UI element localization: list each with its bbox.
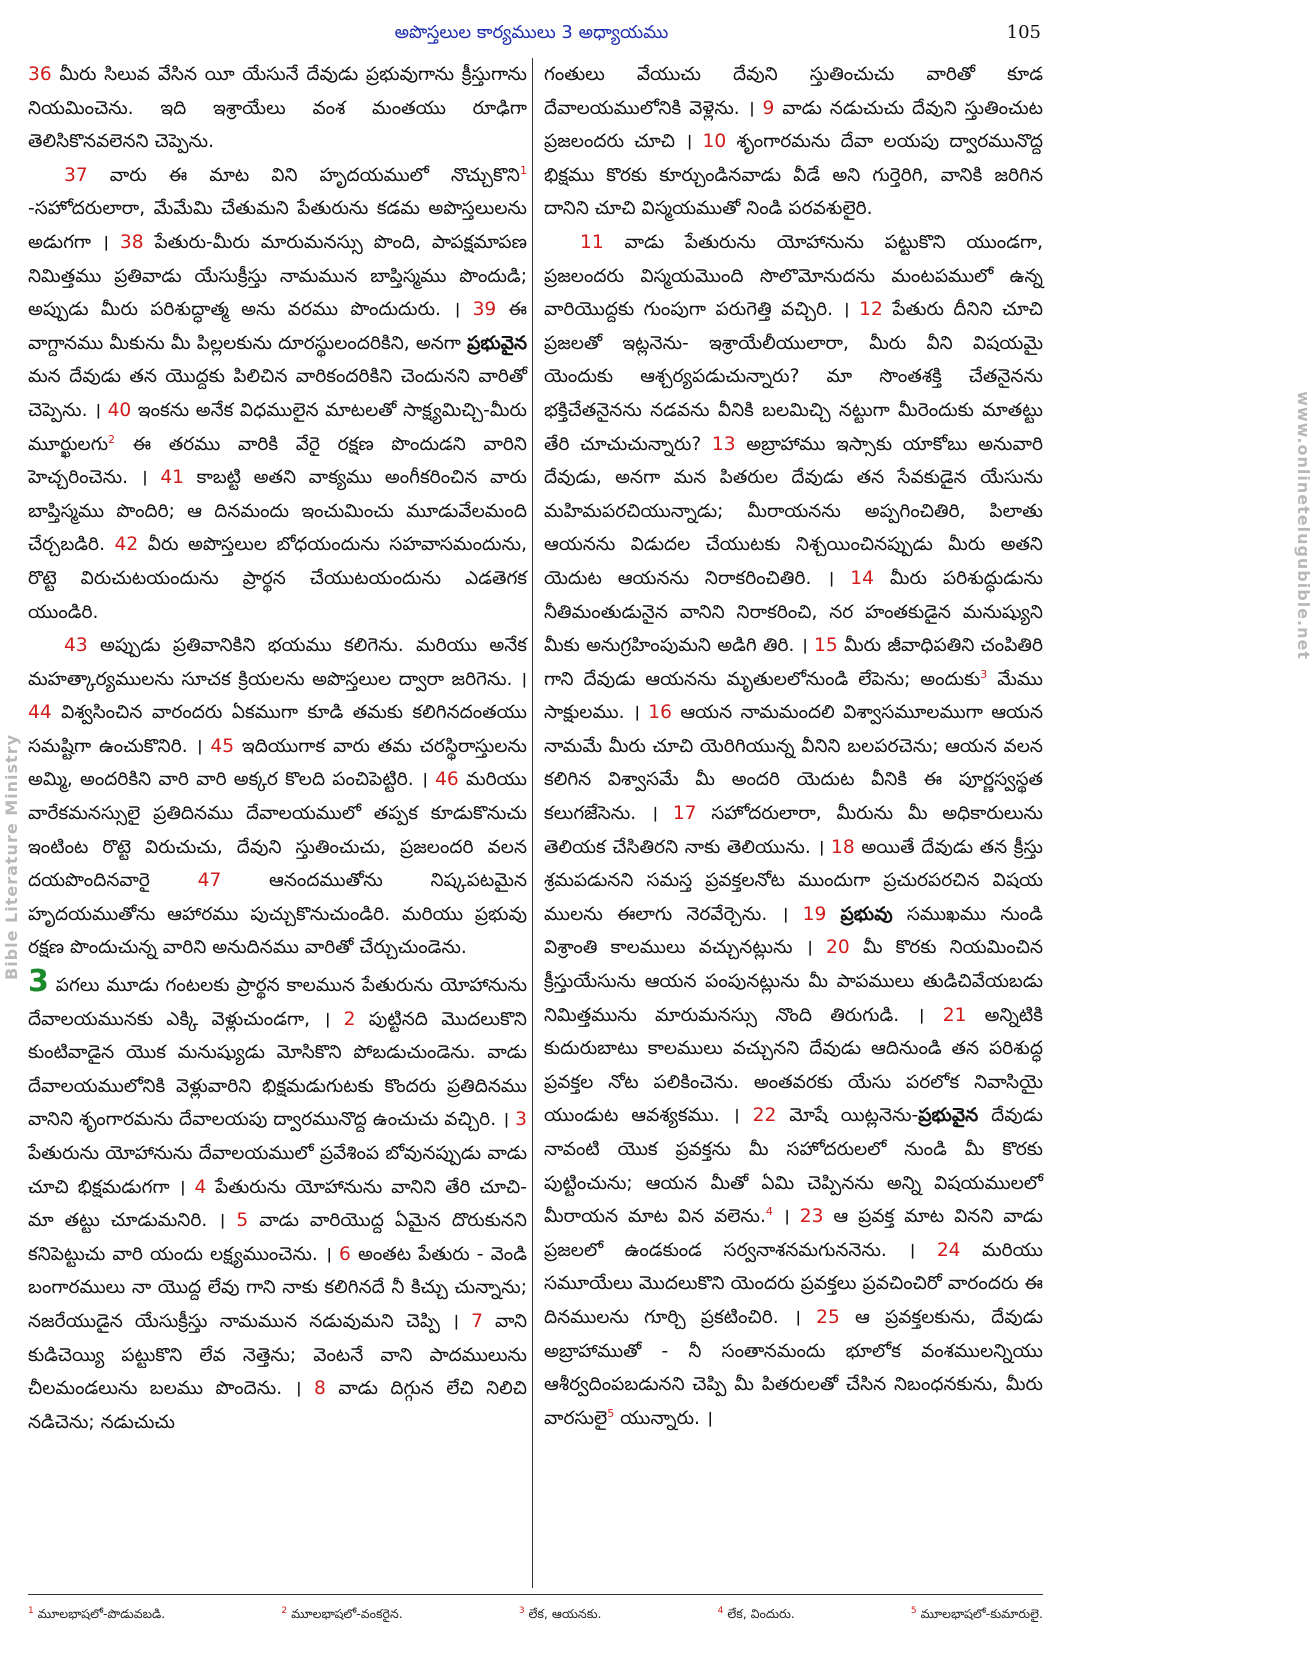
verse-number: 44 (28, 702, 52, 724)
verse-text: పుట్టినది మొదలుకొని కుంటివాడైన యొక మనుష్యుడు మోసికొని పోబడుచుండెను. వాడు దేవాలయములోనికి వెళ్లువారిని భిక్షమడుగుటకు కొందరు ప్రతిదినము వానిని శృంగారమను దేవాలయపు ద్వారమునొద్ద ఉంచుచు వచ్చిరి. । (28, 1008, 527, 1131)
verse-number: 43 (64, 635, 88, 657)
verse-text (826, 904, 840, 925)
verse-text: శృంగారమను దేవా లయపు ద్వారమునొద్ద భిక్షము కొరకు కూర్చుండినవాడు వీడే అని గుర్తెరిగి, వానికి జరిగిన దానిని చూచి విస్మయముతో నిండి పరవశులైరి. (544, 131, 1043, 220)
verse-number: 36 (28, 64, 52, 85)
verse-text: అబ్రాహాము ఇస్సాకు యాకోబు అనువారి దేవుడు, అనగా మన పితరుల దేవుడు తన సేవకుడైన యేసును మహిమపరచియున్నాడు; మీరాయనను అప్పగించితిరి, పిలాతు ఆయనను విడుదల చేయుటకు నిశ్చయించినప్పుడు మీరు అతని యెదుట ఆయనను నిరాకరించితిరి. । (544, 433, 1043, 589)
footnote (718, 1606, 795, 1634)
verse-text: విశ్వసించిన వారందరు ఏకముగా కూడి తమకు కలిగినదంతయు సమష్టిగా ఉంచుకొనిరి. । (28, 702, 527, 757)
verse-text: వాడు నడుచుచు దేవుని స్తుతించుట ప్రజలందరు చూచి । (544, 97, 1043, 153)
footnote (28, 1606, 165, 1634)
paragraph (28, 58, 527, 159)
verse-number: 7 (471, 1310, 483, 1332)
verse-number: 21 (942, 1004, 967, 1026)
verse-text: మీరు జీవాధిపతిని చంపితిరి గాని దేవుడు ఆయనను మృతులలోనుండి లేపెను; అందుకు (544, 635, 1043, 690)
verse-number: 24 (936, 1239, 961, 1261)
verse-text: ఈ తరము వారికి వేరై రక్షణ పొందుడని వారిని హెచ్చరించెను. । (28, 433, 527, 489)
verse-text: పేతురు-మీరు మారుమనస్సు పొంది, పాపక్షమాపణ నిమిత్తము ప్రతివాడు యేసుక్రీస్తు నామమున బాప్తిస్మము పొందుడి; అప్పుడు మీరు పరిశుద్ధాత్మ అను వరము పొందుదురు. । (28, 231, 527, 321)
verse-number: 37 (64, 164, 88, 186)
verse-number: 6 (339, 1243, 351, 1265)
verse-text: మోషే యిట్లనెను- (776, 1105, 919, 1127)
verse-number: 38 (119, 231, 144, 253)
verse-text: ఇదియుగాక వారు తమ చరస్థిరాస్తులను అమ్మి, అందరికిని వారి వారి అక్కర కొలది పంచిపెట్టిరి. । (28, 735, 527, 791)
verse-text: ఆయన నామమందలి విశ్వాసమూలముగా ఆయన నామమే మీరు చూచి యెరిగియున్న వీనిని బలపరచెను; ఆయన వలన కలిగిన విశ్వాసమే మీ అందరి యెదుట వీనికి ఈ పూర్ణస్వస్థత కలుగజేసెను. । (544, 702, 1043, 825)
verse-number: 12 (859, 299, 883, 321)
footnote-text: మూలభాషలో-కుమారులై. (920, 1606, 1043, 1621)
verse-text: మన దేవుడు తన యొద్దకు పిలిచిన వారికందరికిని చెందునని వారితో చెప్పెను. । (28, 366, 527, 421)
verse-number: 46 (435, 769, 459, 791)
verse-number: 10 (702, 131, 727, 153)
verse-text: మీ కొరకు నియమించిన క్రీస్తుయేసును ఆయన పంపునట్లును మీ పాపములు తుడిచివేయబడు నిమిత్తమును మారుమనస్సు నొంది తిరుగుడి. । (544, 937, 1043, 1026)
verse-number: 39 (472, 299, 497, 321)
verse-number: 4 (194, 1176, 207, 1198)
verse-text: పగలు మూడు గంటలకు ప్రార్థన కాలమున పేతురును యోహానును దేవాలయమునకు ఎక్కి వెళ్లుచుండగా, । (28, 975, 527, 1030)
verse-number: 18 (831, 836, 855, 858)
verse-text: ఆ ప్రవక్తలకును, దేవుడు అబ్రాహాముతో - నీ సంతానమందు భూలోక వంశములన్నియు ఆశీర్వదింపబడునని చెప్పి మీ పితరులతో చేసిన నిబంధనకును, మీరు వారసులై (544, 1306, 1043, 1429)
verse-number: 40 (107, 399, 132, 421)
footnote (281, 1606, 402, 1634)
verse-text: పేతురును యోహానును దేవాలయములో ప్రవేశింప బోవునప్పుడు వాడు చూచి భిక్షమడుగగా । (28, 1143, 527, 1198)
paragraph (28, 965, 527, 1439)
verse-text: యున్నారు. । (614, 1407, 713, 1429)
verse-number: 17 (672, 803, 697, 825)
emphasized-word: ప్రభువైన (918, 1105, 979, 1127)
verse-text: వీరు అపొస్తలుల బోధయందును సహవాసమందును, రొట్టె విరుచుటయందును ప్రార్థన చేయుటయందును ఎడతెగక యుండిరి. (28, 534, 527, 623)
verse-number: 13 (711, 433, 736, 455)
verse-text: ఈ వాగ్దానము మీకును మీ పిల్లలకును దూరస్థులందరికిని, అనగా (28, 299, 527, 354)
footnote-text: లేక, విందురు. (727, 1606, 795, 1621)
footnote-rule (28, 1594, 1043, 1595)
footnote-text: మూలభాషలో-వంకరైన. (291, 1606, 403, 1621)
verse-number: 41 (160, 467, 184, 489)
footnote-number: 1 (28, 1605, 34, 1616)
watermark-right: www.onlinetelugubible.net (1294, 391, 1313, 660)
verse-text: కాబట్టి అతని వాక్యము అంగీకరించిన వారు బాప్తిస్మము పొందిరి; ఆ దినమందు ఇంచుమించు మూడువేలమంది చేర్చబడిరి. (28, 467, 527, 556)
paragraph (28, 629, 527, 965)
footnote-marker: 3 (980, 667, 988, 681)
paragraph (28, 159, 527, 629)
verse-number: 23 (799, 1206, 824, 1228)
verse-text: వారు ఈ మాట విని హృదయములో నొచ్చుకొని (87, 164, 520, 186)
emphasized-word: ప్రభువు (840, 903, 893, 925)
watermark-left: Bible Literature Ministry (2, 733, 21, 980)
verse-text: దేవుడు నావంటి యొక ప్రవక్తను మీ సహోదరులలో నుండి మీ కొరకు పుట్టించును; ఆయన మీతో ఏమి చెప్పినను అన్ని విషయములలో మీరాయన మాట విన వలెను. (544, 1105, 1043, 1228)
page-number: 105 (1006, 22, 1041, 43)
verse-text: ఆనందముతోను నిష్కపటమైన హృదయముతోను ఆహారము పుచ్చుకొనుచుండిరి. మరియు ప్రభువు రక్షణ పొందుచున్న వారిని అనుదినము వారితో చేర్చుచుండెను. (28, 870, 527, 959)
verse-text: మీరు పరిశుద్ధుడును నీతిమంతుడునైన వానిని నిరాకరించి, నర హంతకుడైన మనుష్యుని మీకు అనుగ్రహింపుమని అడిగి తిరి. । (544, 567, 1043, 657)
verse-text: పేతురును యోహానును వానిని తేరి చూచి-మా తట్టు చూడుమనిరి. । (28, 1176, 527, 1232)
verse-text: వాడు పేతురును యోహానును పట్టుకొని యుండగా, ప్రజలందరు విస్మయమొంది సొలొమోనుదను మంటపములో ఉన్న వారియొద్దకు గుంపుగా పరుగెత్తి వచ్చిరి. । (544, 231, 1043, 321)
verse-text: మేము సాక్షులము. । (544, 668, 1043, 724)
left-column (28, 58, 527, 1439)
verse-number: 2 (343, 1008, 356, 1030)
verse-text: సహోదరులారా, మీరును మీ అధికారులును తెలియక చేసితిరని నాకు తెలియును. । (544, 803, 1043, 858)
running-title: అపొస్తలుల కార్యములు 3 అధ్యాయము (394, 22, 669, 43)
verse-number: 25 (816, 1306, 840, 1328)
footnote-marker: 4 (765, 1205, 773, 1218)
verse-text: అయితే దేవుడు తన క్రీస్తు శ్రమపడునని సమస్త ప్రవక్తలనోట ముందుగా ప్రచురపరచిన విషయ ములను ఈలాగు నెరవేర్చెను. । (544, 836, 1043, 925)
verse-number: 5 (236, 1210, 249, 1232)
verse-number: 42 (114, 534, 139, 556)
verse-text: మరియు వారేకమనస్సులై ప్రతిదినము దేవాలయములో తప్పక కూడుకొనుచు ఇంటింట రొట్టె విరుచుచు, దేవుని స్తుతించుచు, ప్రజలందరి వలన దయపొందినవారై (28, 769, 527, 892)
emphasized-word: ప్రభువైన (467, 332, 527, 354)
footnote-marker: 5 (607, 1406, 615, 1420)
footnote-text: లేక, ఆయనకు. (528, 1606, 602, 1621)
verse-text: మరియు సమూయేలు మొదలుకొని యెందరు ప్రవక్తలు ప్రవచించిరో వారందరు ఈ దినములను గూర్చి ప్రకటించిరి. । (544, 1239, 1043, 1328)
verse-number: 19 (802, 903, 827, 925)
column-divider (532, 58, 533, 1588)
verse-text: అప్పుడు ప్రతివానికిని భయము కలిగెను. మరియు అనేక మహత్కార్యములను సూచక క్రియలను అపొస్తలుల ద్వారా జరిగెను. । (28, 635, 527, 690)
footnote (911, 1606, 1043, 1634)
verse-text: అంతట పేతురు - వెండి బంగారములు నా యొద్ద లేవు గాని నాకు కలిగినదే నీ కిచ్చు చున్నాను; నజరేయుడైన యేసుక్రీస్తు నామమున నడువుమని చెప్పి । (28, 1243, 527, 1332)
verse-number: 15 (814, 635, 838, 657)
paragraph (544, 58, 1043, 226)
verse-number: 47 (197, 870, 222, 892)
verse-text: । (772, 1206, 790, 1228)
verse-number: 3 (515, 1109, 527, 1131)
page-header (0, 0, 1063, 44)
verse-number: 11 (580, 231, 604, 253)
chapter-number: 3 (28, 964, 49, 1000)
footnote-number: 3 (518, 1605, 525, 1616)
verse-number: 9 (762, 97, 775, 119)
footnote (519, 1606, 602, 1634)
verse-number: 22 (752, 1105, 777, 1127)
verse-text: అన్నిటికి కుదురుబాటు కాలములు వచ్చునని దేవుడు ఆదినుండి తన పరిశుద్ధ ప్రవక్తల నోట పలికించెను. అంతవరకు యేసు పరలోక నివాసియై యుండుట ఆవశ్యకము. । (544, 1004, 1043, 1127)
footnote-marker: 2 (108, 432, 116, 446)
footnote-text: మూలభాషలో-పొడువబడి. (37, 1606, 166, 1621)
verse-text: ఆ ప్రవక్త మాట వినని వాడు ప్రజలలో ఉండకుండ సర్వనాశనమగుననెను. । (544, 1206, 1043, 1261)
footnote-marker: 1 (520, 163, 527, 177)
footnote-number: 4 (717, 1605, 724, 1616)
verse-text: సముఖము నుండి విశ్రాంతి కాలములు వచ్చునట్లును । (544, 903, 1043, 959)
footnote-number: 2 (281, 1605, 288, 1616)
verse-number: 45 (210, 735, 235, 757)
verse-text: మీరు సిలువ వేసిన యీ యేసునే దేవుడు ప్రభువుగాను క్రీస్తుగాను నియమించెను. ఇది ఇశ్రాయేలు వంశ మంతయు రూఢిగా తెలిసికొనవలెనని చెప్పెను. (28, 64, 527, 153)
verse-number: 8 (314, 1378, 326, 1400)
right-column (544, 58, 1043, 1435)
verse-number: 16 (648, 702, 672, 724)
verse-text: ఇంకను అనేక విధములైన మాటలతో సాక్ష్యమిచ్చి-మీరు మూర్ఖులగు (28, 399, 527, 455)
verse-text: గంతులు వేయుచు దేవుని స్తుతించుచు వారితో కూడ దేవాలయములోనికి వెళ్లెను. । (544, 64, 1043, 119)
verse-text: వాడు దిగ్గున లేచి నిలిచి నడిచెను; నడుచుచు (28, 1378, 527, 1433)
verse-text: వాని కుడిచెయ్యి పట్టుకొని లేవ నెత్తెను; వెంటనే వాని పాదములును చీలమండలును బలము పొందెను. । (28, 1310, 527, 1400)
paragraph (544, 226, 1043, 1435)
verse-text: వాడు వారియొద్ద ఏమైన దొరుకునని కనిపెట్టుచు వారి యందు లక్ష్యముంచెను. । (28, 1210, 527, 1265)
footnote-number: 5 (910, 1605, 917, 1616)
verse-text: -సహోదరులారా, మేమేమి చేతుమని పేతురును కడమ అపొస్తలులను అడుగగా । (28, 198, 527, 253)
verse-text: పేతురు దీనిని చూచి ప్రజలతో ఇట్లనెను- ఇశ్రాయేలీయులారా, మీరు వీని విషయమై యెందుకు ఆశ్చర్యపడుచున్నారు? మా సొంతశక్తి చేతనైనను భక్తిచేతనైనను నడవను వీనికి బలమిచ్చి నట్టుగా మీరెందుకు మాతట్టు తేరి చూచుచున్నారు? (544, 299, 1043, 455)
verse-number: 14 (850, 567, 874, 589)
verse-number: 20 (825, 937, 850, 959)
footnotes (28, 1606, 1043, 1634)
